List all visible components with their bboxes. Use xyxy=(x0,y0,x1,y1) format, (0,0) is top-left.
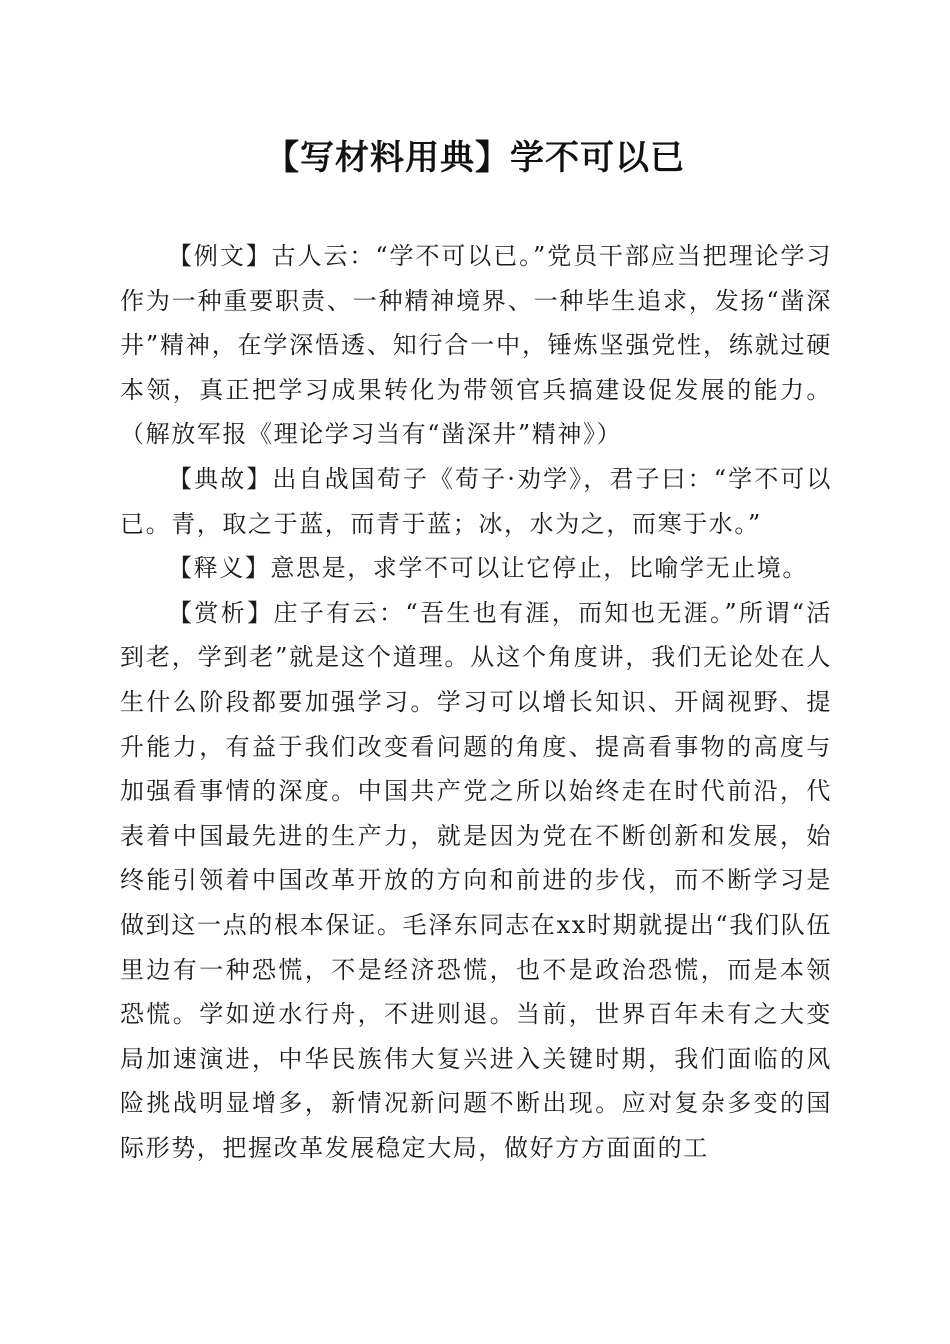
paragraph-tag: 【赏析】 xyxy=(168,598,274,627)
paragraph-text: 庄子有云：“吾生也有涯，而知也无涯。”所谓“活到老，学到老”就是这个道理。从这个角度讲，我们无论处在人生什么阶段都要加强学习。学习可以增长知识、开阔视野、提升能力，有益于我们改变看问题的角度、提高看事物的高度与加强看事情的深度。中国共产党之所以始终走在时代前沿，代表着中国最先进的生产力，就是因为党在不断创新和发展，始终能引领着中国改革开放的方向和前进的步伐，而不断学习是做到这一点的根本保证。毛泽东同志在xx时期就提出“我们队伍里边有一种恐慌，不是经济恐慌，也不是政治恐慌，而是本领恐慌。学如逆水行舟，不进则退。当前，世界百年未有之大变局加速演进，中华民族伟大复兴进入关键时期，我们面临的风险挑战明显增多，新情况新问题不断出现。应对复杂多变的国际形势，把握改革发展稳定大局，做好方方面面的工 xyxy=(120,598,833,1162)
document-title: 【写材料用典】学不可以已 xyxy=(265,138,685,178)
paragraph-text: 意思是，求学不可以让它停止，比喻学无止境。 xyxy=(270,554,809,583)
paragraph-text: 古人云：“学不可以已。”党员干部应当把理论学习作为一种重要职责、一种精神境界、一种毕生追求，发扬“凿深井”精神，在学深悟透、知行合一中，锤炼坚强党性，练就过硬本领，真正把学习成果转化为带领官兵搞建设促发展的能力。（解放军报《理论学习当有“凿深井”精神》） xyxy=(120,242,832,449)
paragraph-appreciation xyxy=(120,591,832,1171)
paragraph-allusion xyxy=(120,457,832,546)
paragraph-tag: 【例文】 xyxy=(168,242,272,270)
document-body xyxy=(120,234,832,1170)
paragraph-meaning xyxy=(120,546,832,591)
paragraph-example xyxy=(120,234,832,457)
paragraph-text: 出自战国荀子《荀子·劝学》，君子曰：“学不可以已。青，取之于蓝，而青于蓝；冰，水为之，而寒于水。” xyxy=(120,464,832,538)
paragraph-tag: 【释义】 xyxy=(168,554,271,583)
paragraph-tag: 【典故】 xyxy=(168,464,273,493)
